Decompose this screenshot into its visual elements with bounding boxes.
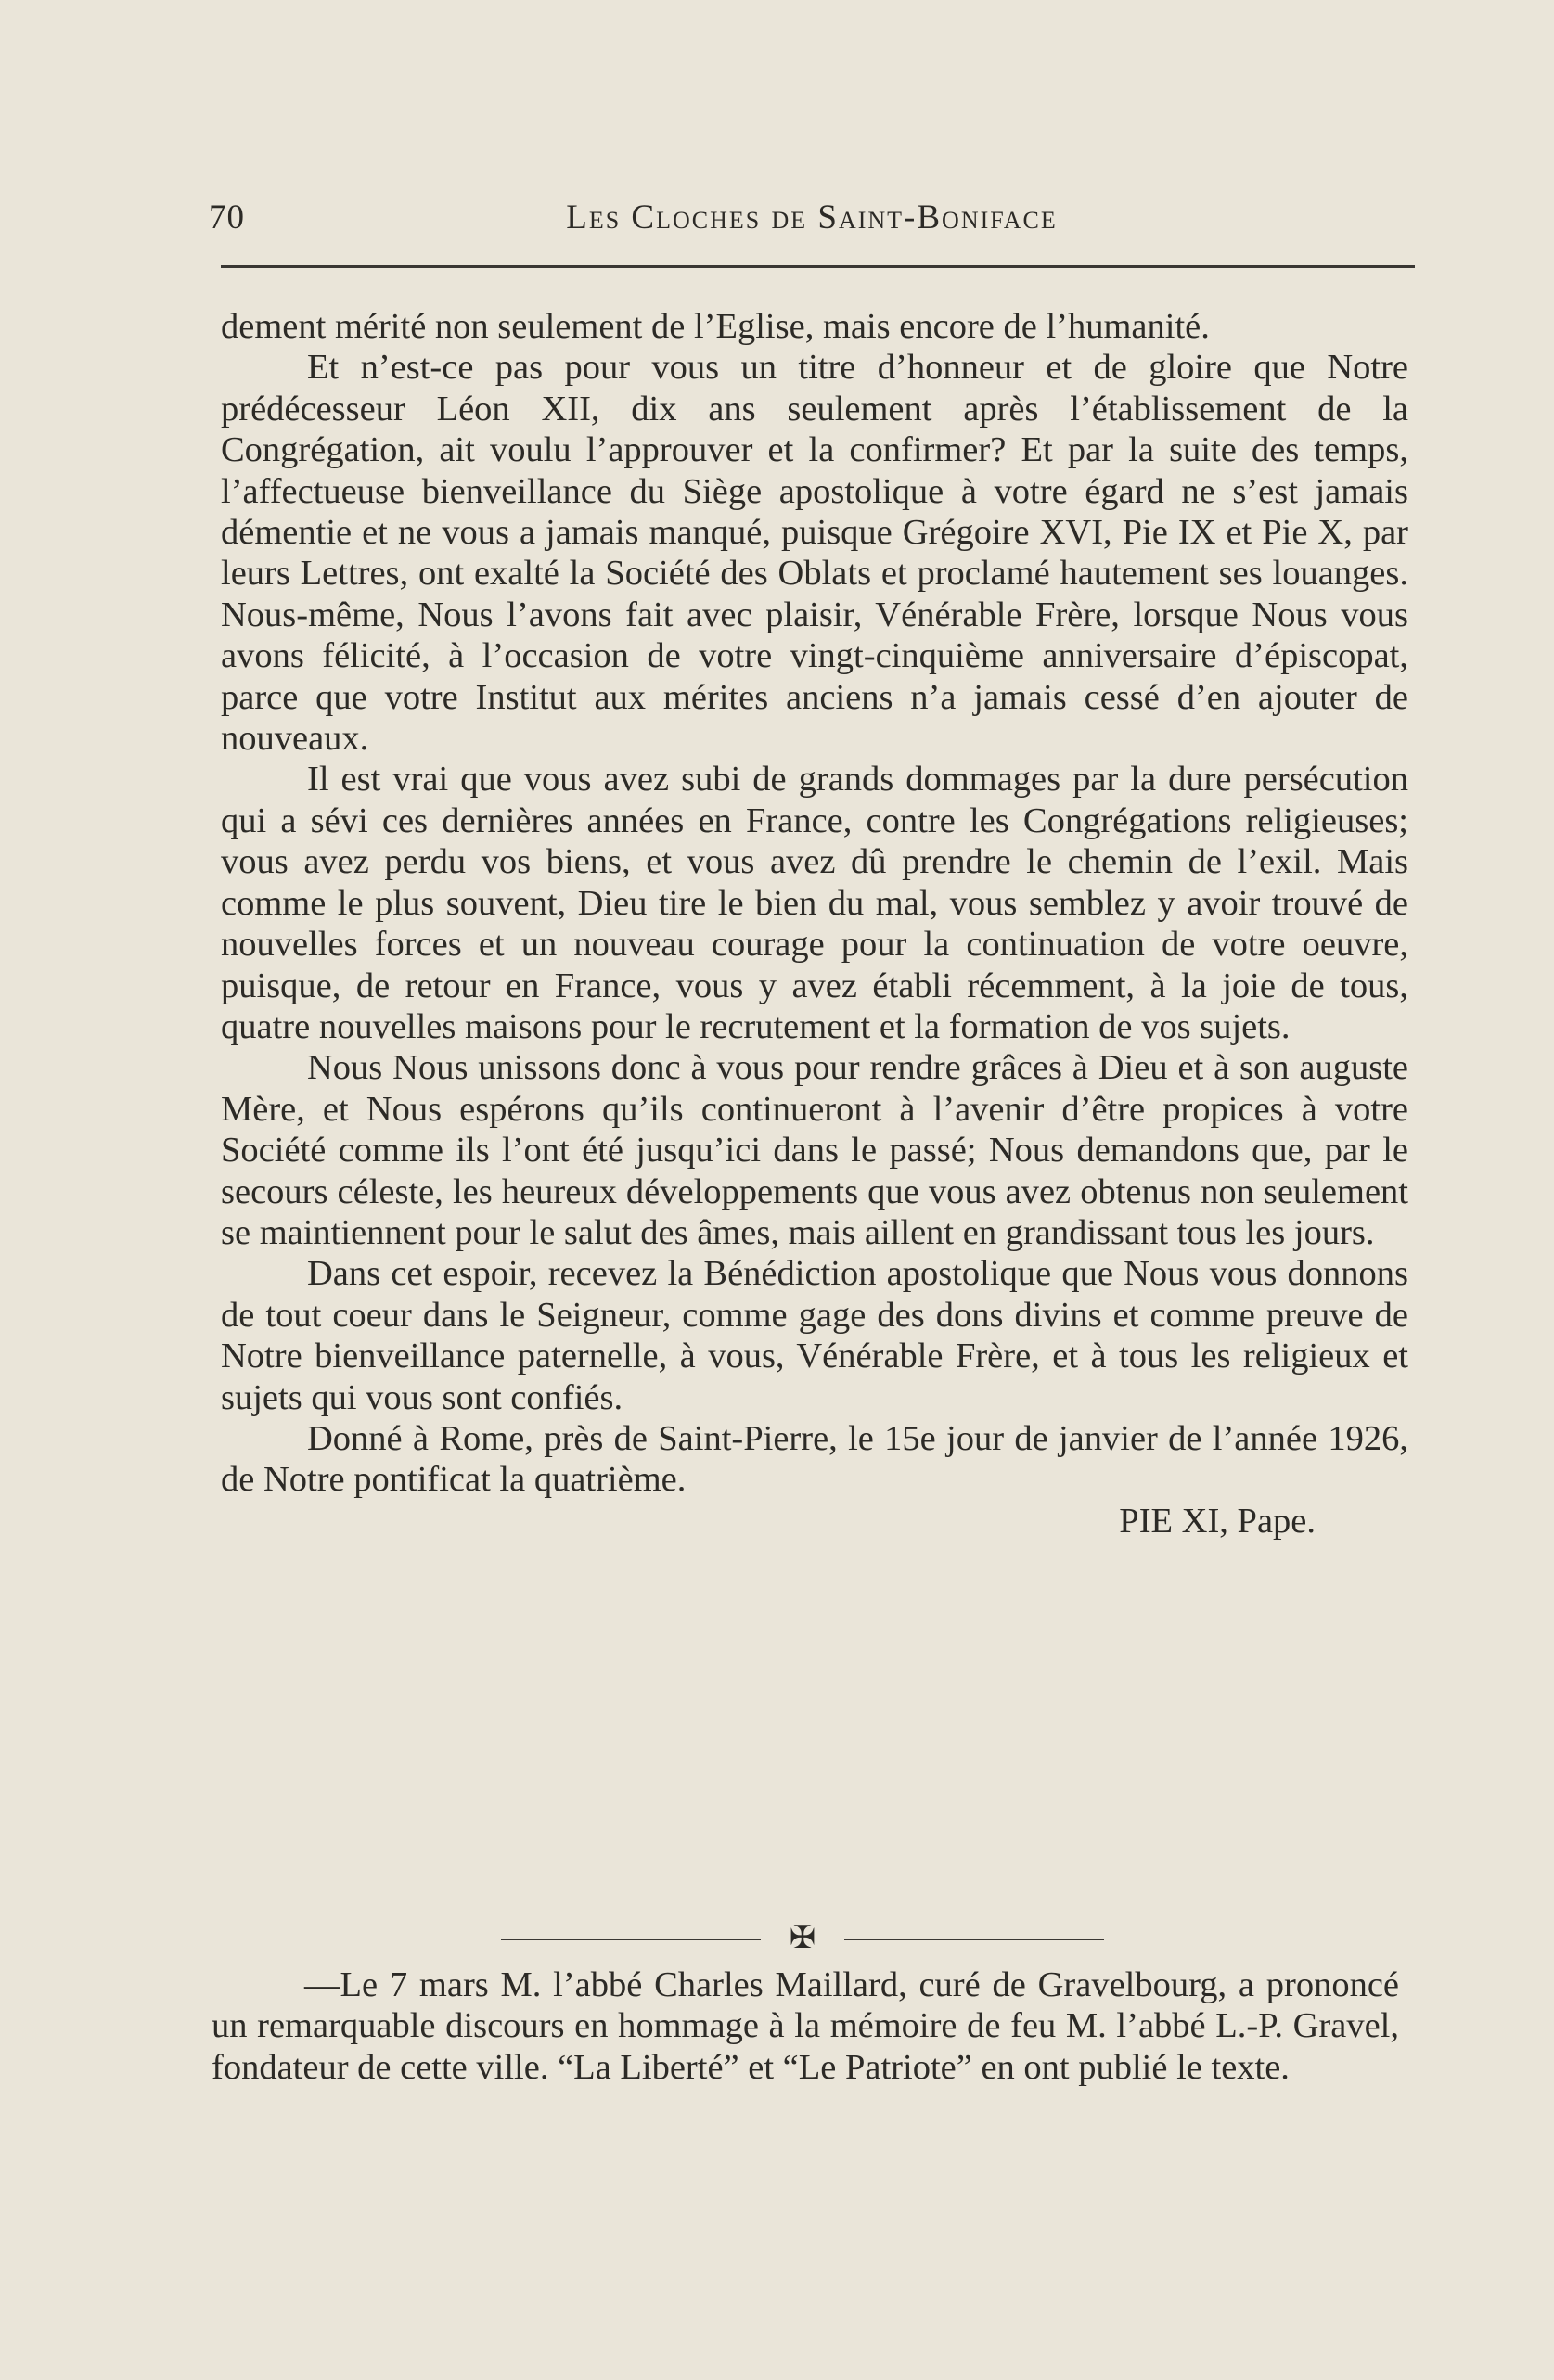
news-paragraph: —Le 7 mars M. l’abbé Charles Maillard, curé de Gravelbourg, a prononcé un remarquable discours en hommage à la mémoire de feu M. l’abbé L.-P. Gravel, fondateur de cette ville. “La Liberté” et “Le Patriote” en ont publié le texte. [212, 1965, 1399, 2087]
paragraph: Il est vrai que vous avez subi de grands dommages par la dure persécution qui a sévi ces dernières années en France, contre les Congrégations religieuses; vous avez perdu vos biens, et vous avez dû prendre le chemin de l’exil. Mais comme le plus souvent, Dieu tire le bien du mal, vous semblez y avoir trouvé de nouvelles forces et un nouveau courage pour la continuation de votre oeuvre, puisque, de retour en France, vous y avez établi récemment, à la joie de tous, quatre nouvelles maisons pour le recrutement et la formation de vos sujets. [221, 760, 1408, 1046]
maltese-cross-icon: ✠ [789, 1921, 816, 1955]
page-number: 70 [209, 198, 245, 237]
paragraph: Nous Nous unissons donc à vous pour rendre grâces à Dieu et à son auguste Mère, et Nous espérons qu’ils continueront à l’avenir d’être propices à votre Société comme ils l’ont été jusqu’ici dans le passé; Nous demandons que, par le secours céleste, les heureux développements que vous avez obtenus non seulement se maintiennent pour le salut des âmes, mais aillent en grandissant tous les jours. [221, 1048, 1408, 1252]
paragraph: Et n’est-ce pas pour vous un titre d’honneur et de gloire que Notre prédécesseur Léon XII, dix ans seulement après l’établissement de la Congrégation, ait voulu l’approuver et la confirmer? Et par la suite des temps, l’affectueuse bienveillance du Siège apostolique à votre égard ne s’est jamais démentie et ne vous a jamais manqué, puisque Grégoire XVI, Pie IX et Pie X, par leurs Lettres, ont exalté la Société des Oblats et proclamé hautement ses louanges. Nous-même, Nous l’avons fait avec plaisir, Vénérable Frère, lorsque Nous vous avons félicité, à l’occasion de votre vingt-cinquième anniversaire d’épiscopat, parce que votre Institut aux mérites anciens n’a jamais cessé d’en ajouter de nouveaux. [221, 348, 1408, 759]
header-rule [221, 265, 1415, 268]
letter-body [221, 306, 1408, 1542]
paragraph: Dans cet espoir, recevez la Bénédiction apostolique que Nous vous donnons de tout coeur dans le Seigneur, comme gage des dons divins et comme preuve de Notre bienveillance paternelle, à vous, Vénérable Frère, et à tous les religieux et sujets qui vous sont confiés. [221, 1254, 1408, 1417]
running-title: Les Cloches de Saint-Boniface [566, 198, 1058, 237]
paragraph-continuation: dement mérité non seulement de l’Eglise, mais encore de l’humanité. [221, 307, 1210, 346]
signature: PIE XI, Pape. [1119, 1501, 1316, 1541]
page-header [209, 195, 1415, 241]
separator-line-right [844, 1939, 1104, 1940]
paragraph-dateline: Donné à Rome, près de Saint-Pierre, le 15e jour de janvier de l’année 1926, de Notre pontificat la quatrième. [221, 1418, 1408, 1500]
section-separator [501, 1920, 1104, 1957]
separator-line-left [501, 1939, 761, 1940]
news-item [212, 1964, 1399, 2088]
